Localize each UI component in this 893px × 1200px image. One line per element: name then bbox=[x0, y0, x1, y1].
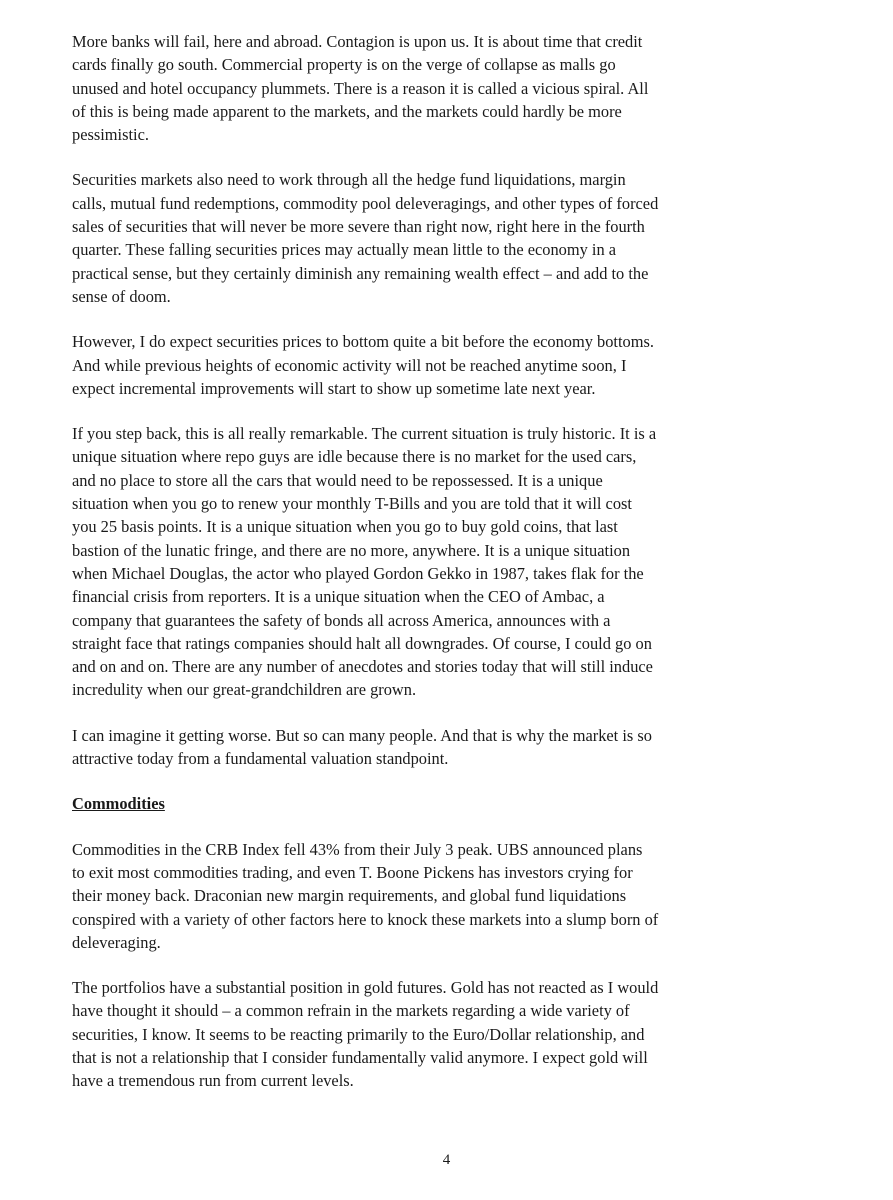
text-line: However, I do expect securities prices to bottom quite a bit before the economy bottoms. bbox=[72, 332, 654, 352]
text-line: situation when you go to renew your monthly T-Bills and you are told that it will cost bbox=[72, 494, 632, 514]
text-line: I can imagine it getting worse. But so can many people. And that is why the market is so bbox=[72, 725, 652, 745]
text-line: deleveraging. bbox=[72, 932, 161, 952]
commodities-paragraph-2 bbox=[72, 976, 802, 1092]
document-page bbox=[72, 30, 802, 1115]
section-heading-commodities: Commodities bbox=[72, 794, 165, 814]
text-line: attractive today from a fundamental valuation standpoint. bbox=[72, 749, 449, 769]
text-line: bastion of the lunatic fringe, and there are no more, anywhere. It is a unique situation bbox=[72, 540, 631, 560]
text-line: securities, I know. It seems to be reacting primarily to the Euro/Dollar relationship, and bbox=[72, 1024, 645, 1044]
page-number: 4 bbox=[442, 1152, 451, 1168]
text-line: company that guarantees the safety of bonds all across America, announces with a bbox=[72, 610, 611, 630]
text-line: The portfolios have a substantial position in gold futures. Gold has not reacted as I would bbox=[72, 978, 659, 998]
text-line: when Michael Douglas, the actor who played Gordon Gekko in 1987, takes flak for the bbox=[72, 563, 644, 583]
text-line: sense of doom. bbox=[72, 286, 171, 306]
text-line: unique situation where repo guys are idle because there is no market for the used cars, bbox=[72, 447, 637, 467]
commodities-paragraph-1 bbox=[72, 838, 802, 954]
text-line: you 25 basis points. It is a unique situation when you go to buy gold coins, that last bbox=[72, 517, 618, 537]
text-line: cards finally go south. Commercial property is on the verge of collapse as malls go bbox=[72, 55, 616, 75]
body-paragraph-1 bbox=[72, 30, 802, 146]
text-line: If you step back, this is all really remarkable. The current situation is truly historic. It is a bbox=[72, 424, 657, 444]
body-paragraph-4 bbox=[72, 422, 802, 702]
text-line: and no place to store all the cars that would need to be repossessed. It is a unique bbox=[72, 470, 603, 490]
body-text-before-heading bbox=[72, 30, 802, 770]
text-line: unused and hotel occupancy plummets. There is a reason it is called a vicious spiral. All bbox=[72, 78, 649, 98]
text-line: have thought it should – a common refrain in the markets regarding a wide variety of bbox=[72, 1001, 630, 1021]
text-line: Securities markets also need to work through all the hedge fund liquidations, margin bbox=[72, 170, 626, 190]
body-paragraph-3 bbox=[72, 330, 802, 400]
text-line: incredulity when our great-grandchildren are grown. bbox=[72, 680, 417, 700]
text-line: quarter. These falling securities prices may actually mean little to the economy in a bbox=[72, 240, 617, 260]
text-line: pessimistic. bbox=[72, 125, 149, 145]
text-line: have a tremendous run from current levels. bbox=[72, 1071, 354, 1091]
text-line: their money back. Draconian new margin requirements, and global fund liquidations bbox=[72, 886, 627, 906]
body-paragraph-5 bbox=[72, 724, 802, 771]
text-line: And while previous heights of economic activity will not be reached anytime soon, I bbox=[72, 355, 627, 375]
body-paragraph-2 bbox=[72, 168, 802, 308]
text-line: calls, mutual fund redemptions, commodity pool deleveragings, and other types of forced bbox=[72, 193, 659, 213]
text-line: that is not a relationship that I consider fundamentally valid anymore. I expect gold will bbox=[72, 1047, 648, 1067]
text-line: to exit most commodities trading, and even T. Boone Pickens has investors crying for bbox=[72, 862, 633, 882]
text-line: practical sense, but they certainly diminish any remaining wealth effect – and add to the bbox=[72, 263, 649, 283]
text-line: of this is being made apparent to the markets, and the markets could hardly be more bbox=[72, 101, 622, 121]
text-line: financial crisis from reporters. It is a unique situation when the CEO of Ambac, a bbox=[72, 587, 605, 607]
text-line: conspired with a variety of other factors here to knock these markets into a slump born of bbox=[72, 909, 659, 929]
text-line: More banks will fail, here and abroad. Contagion is upon us. It is about time that credit bbox=[72, 32, 643, 51]
text-line: expect incremental improvements will start to show up sometime late next year. bbox=[72, 378, 596, 398]
body-text-after-heading bbox=[72, 838, 802, 1093]
text-line: Commodities in the CRB Index fell 43% from their July 3 peak. UBS announced plans bbox=[72, 839, 643, 859]
text-line: sales of securities that will never be more severe than right now, right here in the fourth bbox=[72, 217, 645, 237]
text-line: and on and on. There are any number of anecdotes and stories today that will still induce bbox=[72, 657, 653, 677]
text-line: straight face that ratings companies should halt all downgrades. Of course, I could go on bbox=[72, 633, 652, 653]
